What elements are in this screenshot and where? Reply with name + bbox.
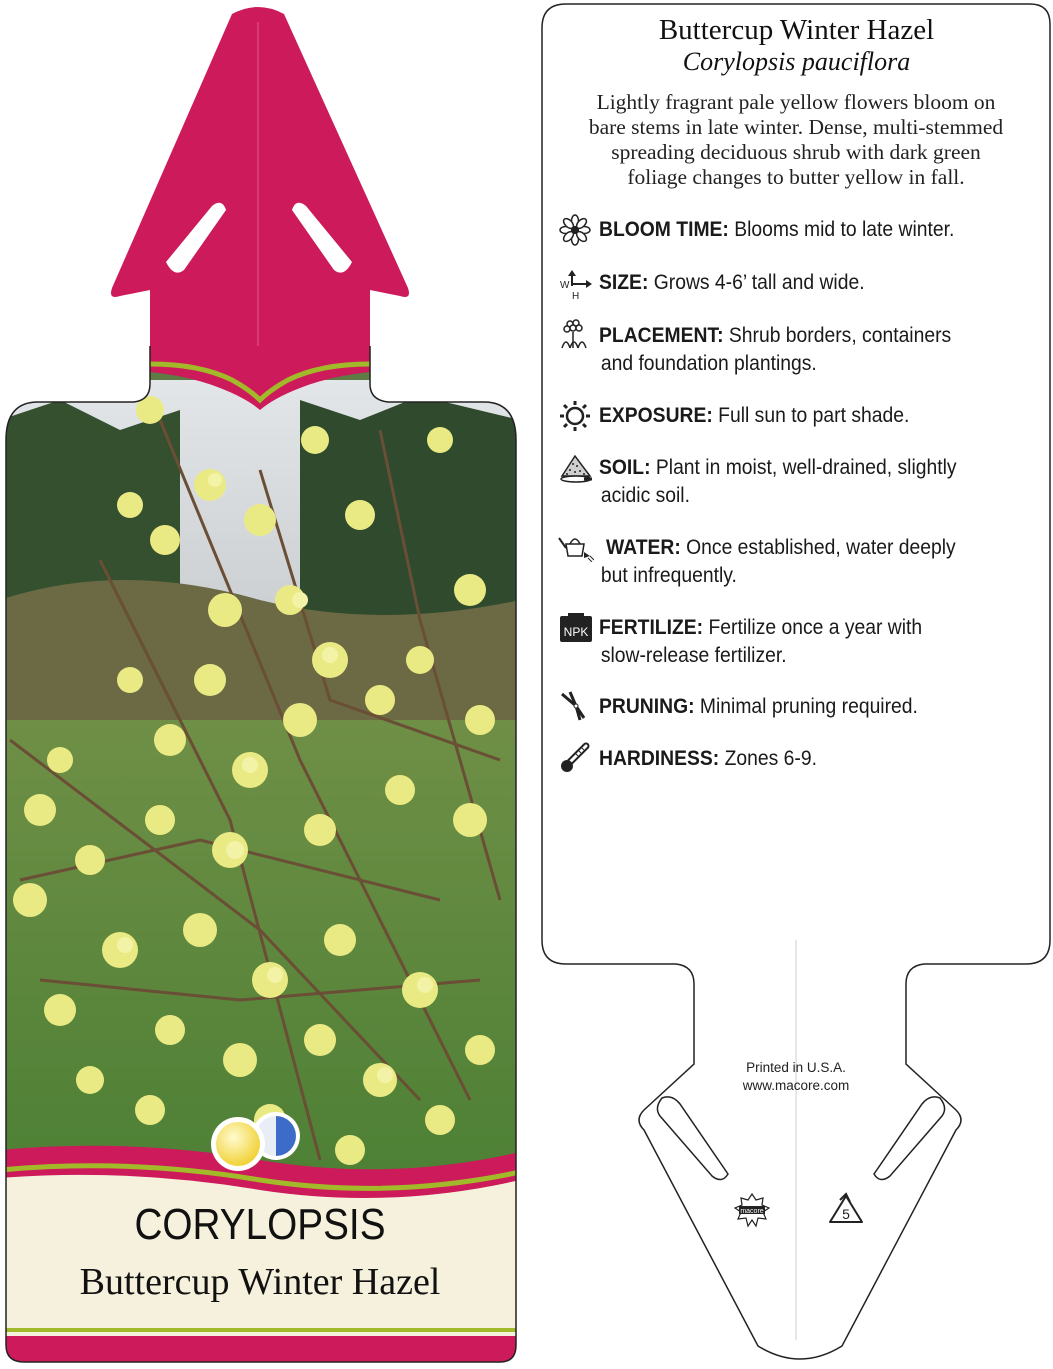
back-title: Buttercup Winter Hazel bbox=[658, 14, 935, 46]
watering-can-icon bbox=[558, 530, 594, 562]
description-line: spreading deciduous shrub with dark green bbox=[611, 140, 981, 164]
soil-icon bbox=[558, 452, 594, 484]
hardiness-info: HARDINESS: Zones 6-9. bbox=[599, 747, 817, 770]
size-arrows-icon bbox=[558, 268, 594, 300]
flower-icon bbox=[558, 214, 594, 246]
botanical-name: Corylopsis pauciflora bbox=[682, 47, 911, 76]
description-line: bare stems in late winter. Dense, multi-stemmed bbox=[588, 115, 1004, 139]
fertilizer-icon bbox=[558, 612, 594, 644]
size-info: SIZE: Grows 4-6’ tall and wide. bbox=[599, 271, 865, 294]
website-link[interactable]: www.macore.com bbox=[742, 1078, 850, 1093]
water-info: WATER: Once established, water deeply bbox=[606, 536, 956, 559]
pruners-icon bbox=[558, 690, 594, 722]
pruning-info: PRUNING: Minimal pruning required. bbox=[599, 695, 918, 718]
genus-name: CORYLOPSIS bbox=[134, 1200, 386, 1249]
common-name: Buttercup Winter Hazel bbox=[79, 1261, 441, 1303]
npk-label: NPK bbox=[563, 625, 589, 639]
sun-icon bbox=[558, 400, 594, 432]
water-info-line2: but infrequently. bbox=[600, 564, 737, 587]
macore-logo-text: macore bbox=[740, 1208, 764, 1215]
placement-info: PLACEMENT: Shrub borders, containers and foundation plantings. bbox=[599, 324, 952, 375]
bloom-time-info: BLOOM TIME: Blooms mid to late winter. bbox=[599, 218, 955, 241]
recycle-number: 5 bbox=[842, 1206, 850, 1222]
exposure-info: EXPOSURE: Full sun to part shade. bbox=[599, 404, 910, 427]
plant-description bbox=[548, 90, 1044, 190]
thermometer-icon bbox=[558, 742, 594, 774]
description-line: foliage changes to butter yellow in fall. bbox=[627, 165, 965, 189]
fertilize-info: FERTILIZE: Fertilize once a year with slow-release fertilizer. bbox=[599, 616, 923, 667]
plants-icon bbox=[558, 318, 594, 350]
size-h-label: H bbox=[572, 291, 580, 300]
size-w-label: W bbox=[560, 280, 570, 291]
description-line: Lightly fragrant pale yellow flowers bloom on bbox=[596, 90, 996, 114]
printed-in-text: Printed in U.S.A. bbox=[746, 1060, 846, 1075]
soil-info: SOIL: Plant in moist, well-drained, slightly acidic soil. bbox=[599, 456, 957, 507]
